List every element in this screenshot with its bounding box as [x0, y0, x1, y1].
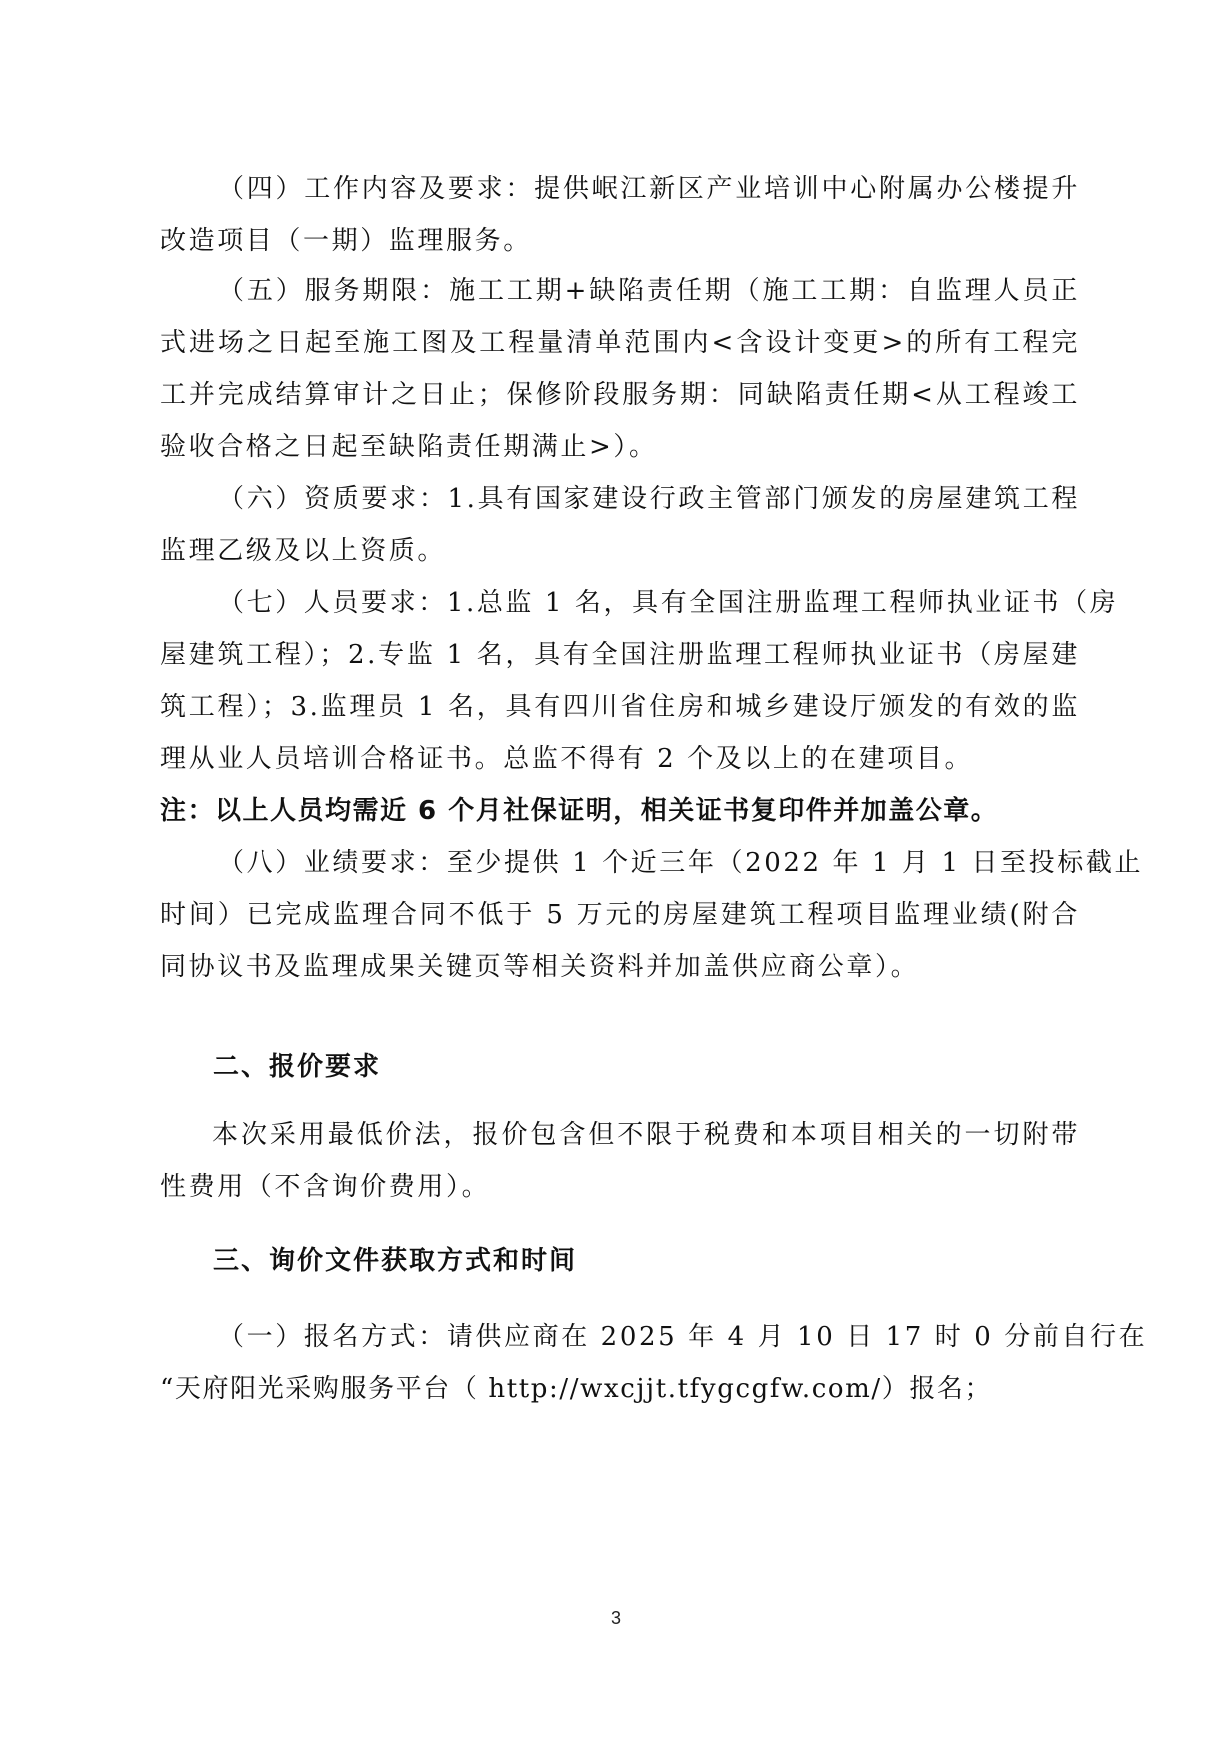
section-heading-quotation: 二、报价要求	[213, 1052, 382, 1082]
paragraph-line: （五）服务期限：施工工期+缺陷责任期（施工工期：自监理人员正	[218, 276, 1080, 306]
paragraph-line: 工并完成结算审计之日止；保修阶段服务期：同缺陷责任期<从工程竣工	[160, 380, 1080, 410]
paragraph-line: （七）人员要求：1.总监 1 名，具有全国注册监理工程师执业证书（房	[218, 588, 1119, 618]
paragraph-line: 筑工程）；3.监理员 1 名，具有四川省住房和城乡建设厅颁发的有效的监	[160, 692, 1080, 722]
paragraph-line: “天府阳光采购服务平台（ http://wxcjjt.tfygcgfw.com/）报名；	[160, 1374, 993, 1404]
paragraph-lead: （六）资质要求：	[218, 484, 448, 514]
paragraph-line: （六）资质要求：1.具有国家建设行政主管部门颁发的房屋建筑工程	[218, 484, 1080, 514]
paragraph-line: （四）工作内容及要求：提供岷江新区产业培训中心附属办公楼提升	[218, 174, 1080, 204]
paragraph-lead: （八）业绩要求：	[218, 848, 447, 878]
paragraph-line: 理从业人员培训合格证书。总监不得有 2 个及以上的在建项目。	[160, 744, 974, 774]
paragraph-lead: （七）人员要求：	[218, 588, 447, 618]
paragraph-line: 屋建筑工程）；2.专监 1 名，具有全国注册监理工程师执业证书（房屋建	[160, 640, 1080, 670]
paragraph-lead: （五）服务期限：	[218, 276, 450, 306]
paragraph-line: 监理乙级及以上资质。	[160, 536, 447, 566]
paragraph-lead: （四）工作内容及要求：	[218, 174, 535, 204]
paragraph-line: 同协议书及监理成果关键页等相关资料并加盖供应商公章）。	[160, 952, 920, 982]
note-text: 注：以上人员均需近 6 个月社保证明，相关证书复印件并加盖公章。	[160, 796, 999, 826]
paragraph-line: 时间）已完成监理合同不低于 5 万元的房屋建筑工程项目监理业绩(附合	[160, 900, 1080, 930]
paragraph-line: 性费用（不含询价费用）。	[160, 1172, 491, 1202]
paragraph-line: 本次采用最低价法，报价包含但不限于税费和本项目相关的一切附带	[212, 1120, 1080, 1150]
paragraph-line: 改造项目（一期）监理服务。	[160, 226, 532, 256]
paragraph-lead: （一）报名方式：	[218, 1322, 447, 1352]
page-number: 3	[610, 1608, 621, 1628]
paragraph-line: （八）业绩要求：至少提供 1 个近三年（2022 年 1 月 1 日至投标截止	[218, 848, 1144, 878]
paragraph-line: 验收合格之日起至缺陷责任期满止>）。	[160, 432, 658, 462]
section-heading-document-access: 三、询价文件获取方式和时间	[213, 1246, 578, 1276]
paragraph-line: 式进场之日起至施工图及工程量清单范围内<含设计变更>的所有工程完	[160, 328, 1080, 358]
paragraph-line: （一）报名方式：请供应商在 2025 年 4 月 10 日 17 时 0 分前自行在	[218, 1322, 1148, 1352]
